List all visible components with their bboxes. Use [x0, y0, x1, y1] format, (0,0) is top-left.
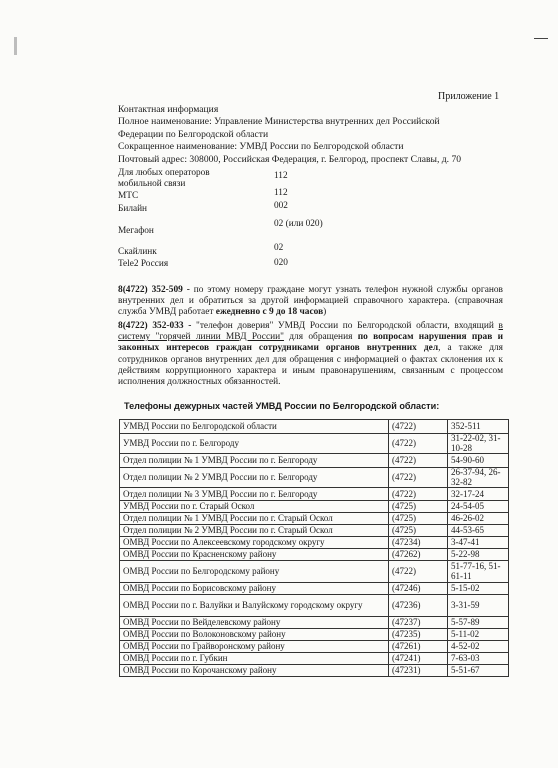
unit-name-cell: Отдел полиции № 1 УМВД России по г. Старый Оскол: [120, 513, 389, 525]
unit-name-cell: ОМВД России по Волоконовскому району: [120, 629, 389, 641]
operator-number: 112: [274, 171, 288, 181]
area-code-cell: (4722): [389, 561, 448, 583]
unit-name-cell: УМВД России по г. Старый Оскол: [120, 501, 389, 513]
area-code-cell: (47262): [389, 549, 448, 561]
appendix-label: Приложение 1: [438, 91, 500, 102]
table-row: [120, 454, 509, 468]
info-phone-number: 8(4722) 352-509 -: [118, 285, 190, 295]
postal-address: Почтовый адрес: 308000, Российская Федерация, г. Белгород, проспект Славы, д. 70: [118, 153, 462, 165]
operator-name: Скайлинк: [118, 247, 157, 257]
operator-number: 002: [274, 201, 288, 211]
area-code-cell: (47241): [389, 653, 448, 665]
unit-name-cell: ОМВД России по Корочанскому району: [120, 665, 389, 677]
info-phone-text: по этому номеру граждане могут узнать телефон нужной службы органов внутренних дел и обратиться за другой информацией справочного характера. (справочная служба УМВД работает: [118, 285, 503, 318]
unit-name-cell: Отдел полиции № 3 УМВД России по г. Белгороду: [120, 488, 389, 501]
table-row: [120, 434, 509, 454]
table-row: [120, 583, 509, 595]
phone-cell: 26-37-94, 26-32-82: [448, 468, 509, 488]
phone-cell: 3-47-41: [448, 537, 509, 549]
area-code-cell: (4725): [389, 525, 448, 537]
phone-cell: 5-57-89: [448, 617, 509, 629]
phone-cell: 32-17-24: [448, 488, 509, 501]
operator-name: Мегафон: [118, 226, 154, 236]
table-row: [120, 549, 509, 561]
area-code-cell: (4722): [389, 468, 448, 488]
unit-name-cell: ОМВД России по Вейделевскому району: [120, 617, 389, 629]
phone-cell: 5-51-67: [448, 665, 509, 677]
area-code-cell: (47235): [389, 629, 448, 641]
table-row: [120, 561, 509, 583]
table-row: [120, 513, 509, 525]
area-code-cell: (4725): [389, 501, 448, 513]
area-code-cell: (47231): [389, 665, 448, 677]
operator-number: 02 (или 020): [274, 219, 323, 229]
table-row: [120, 468, 509, 488]
operator-row: [118, 201, 348, 219]
area-code-cell: (47236): [389, 595, 448, 617]
phone-cell: 5-22-98: [448, 549, 509, 561]
operator-name: Для любых операторов мобильной связи: [118, 168, 210, 189]
corner-mark: [534, 38, 548, 39]
short-name: Сокращенное наименование: УМВД России по Белгородской области: [118, 141, 404, 153]
operator-list: [118, 168, 348, 271]
phone-cell: 352-511: [448, 420, 509, 434]
table-row: [120, 595, 509, 617]
duty-phones-table: [119, 419, 509, 677]
unit-name-cell: ОМВД России по г. Губкин: [120, 653, 389, 665]
operator-row: [118, 258, 348, 271]
full-name-line-2: Федерации по Белгородской области: [118, 128, 269, 140]
hotline-text-3: , а также для сотрудников органов внутренних дел для обращения с информацией о фактах склонения их к действиям коррупционного характера и иным правонарушениям, связанным с процессом исполнения должностных обязанностей.: [118, 343, 503, 388]
operator-number: 02: [274, 243, 284, 253]
area-code-cell: (47234): [389, 537, 448, 549]
phone-cell: 5-15-02: [448, 583, 509, 595]
area-code-cell: (4722): [389, 454, 448, 468]
unit-name-cell: ОМВД России по Белгородскому району: [120, 561, 389, 583]
unit-name-cell: УМВД России по г. Белгороду: [120, 434, 389, 454]
table-row: [120, 665, 509, 677]
area-code-cell: (4722): [389, 420, 448, 434]
info-phone-schedule: ежедневно с 9 до 18 часов: [215, 307, 324, 318]
area-code-cell: (4725): [389, 513, 448, 525]
hotline-text-2: для обращения: [283, 332, 358, 343]
operator-number: 020: [274, 258, 288, 268]
phone-cell: 7-63-03: [448, 653, 509, 665]
area-code-cell: (4722): [389, 434, 448, 454]
table-row: [120, 525, 509, 537]
operator-row: [118, 219, 348, 245]
unit-name-cell: ОМВД России по Борисовскому району: [120, 583, 389, 595]
hotline-text-1: "телефон доверия" УМВД России по Белгородской области, входящий: [191, 321, 499, 331]
area-code-cell: (4722): [389, 488, 448, 501]
phone-cell: 4-52-02: [448, 641, 509, 653]
operator-name: Tele2 Россия: [118, 259, 169, 269]
phone-cell: 51-77-16, 51-61-11: [448, 561, 509, 583]
table-row: [120, 537, 509, 549]
phone-cell: 5-11-02: [448, 629, 509, 641]
phone-cell: 24-54-05: [448, 501, 509, 513]
operator-name: МТС: [118, 191, 139, 201]
unit-name-cell: Отдел полиции № 1 УМВД России по г. Белгороду: [120, 454, 389, 468]
contact-heading: Контактная информация: [118, 104, 219, 115]
table-row: [120, 629, 509, 641]
hotline-paragraph: [118, 321, 503, 388]
unit-name-cell: ОМВД России по Красненскому району: [120, 549, 389, 561]
phone-cell: 3-31-59: [448, 595, 509, 617]
unit-name-cell: ОМВД России по г. Валуйки и Валуйскому городскому округу: [120, 595, 389, 617]
table-row: [120, 617, 509, 629]
table-row: [120, 488, 509, 501]
unit-name-cell: ОМВД России по Алексеевскому городскому округу: [120, 537, 389, 549]
full-name-line-1: Полное наименование: Управление Министерства внутренних дел Российской: [118, 116, 440, 128]
phone-cell: 46-26-02: [448, 513, 509, 525]
area-code-cell: (47261): [389, 641, 448, 653]
scan-artifact: [14, 37, 17, 55]
duty-table-body: [120, 420, 509, 677]
operator-number: 112: [274, 188, 288, 198]
hotline-purpose: по вопросам нарушения прав и законных интересов граждан сотрудниками органов внутренних дел: [118, 332, 503, 354]
area-code-cell: (47246): [389, 583, 448, 595]
info-phone-paragraph: [118, 285, 503, 319]
phone-cell: 54-90-60: [448, 454, 509, 468]
unit-name-cell: ОМВД России по Грайворонскому району: [120, 641, 389, 653]
table-row: [120, 653, 509, 665]
hotline-number: 8(4722) 352-033 -: [118, 321, 192, 331]
duty-table-title: Телефоны дежурных частей УМВД России по Белгородской области:: [124, 401, 440, 411]
unit-name-cell: Отдел полиции № 2 УМВД России по г. Старый Оскол: [120, 525, 389, 537]
hotline-link-text: в систему "горячей линии МВД России": [118, 321, 503, 343]
contact-info-block: [118, 104, 498, 166]
table-row: [120, 420, 509, 434]
unit-name-cell: УМВД России по Белгородской области: [120, 420, 389, 434]
table-row: [120, 501, 509, 513]
area-code-cell: (47237): [389, 617, 448, 629]
operator-name: Билайн: [118, 204, 148, 214]
phone-cell: 44-53-65: [448, 525, 509, 537]
info-phone-close: ): [323, 307, 327, 318]
table-row: [120, 641, 509, 653]
unit-name-cell: Отдел полиции № 2 УМВД России по г. Белгороду: [120, 468, 389, 488]
phone-cell: 31-22-02, 31-10-28: [448, 434, 509, 454]
operator-row: [118, 245, 348, 258]
